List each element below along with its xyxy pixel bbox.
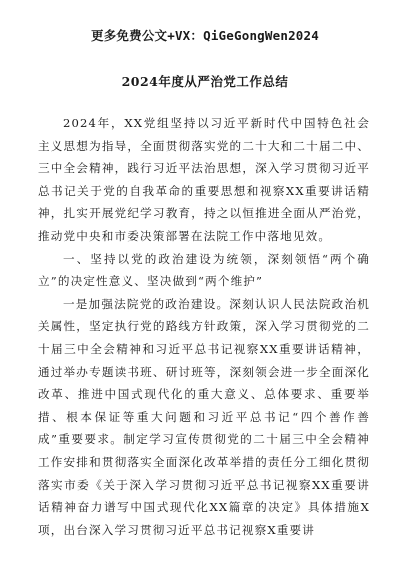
- body-paragraph: 2024年，XX党组坚持以习近平新时代中国特色社会主义思想为指导，全面贯彻落实党的二十大和二十届二中、三中全会精神，践行习近平法治思想，深入学习贯彻习近平总书记关于党的自我革命的重要思想和视察XX重要讲话精神，扎实开展党纪学习教育，持之以恒推进全面从严治党，推动党中央和市委决策部署在法院工作中落地见效。: [38, 116, 370, 243]
- body-paragraph: 一是加强法院党的政治建设。深刻认识人民法院政治机关属性，坚定执行党的路线方针政策，深入学习贯彻党的二十届三中全会精神和习近平总书记视察XX重要讲话精神，通过举办专题读书班、研讨班等，深刻领会进一步全面深化改革、推进中国式现代化的重大意义、总体要求、重要举措、根本保证等重大问题和习近平总书记“四个善作善成”重要要求。制定学习宣传贯彻党的二十届三中全会精神工作安排和贯彻落实全面深化改革举措的责任分工细化贯彻落实市委《关于深入学习贯彻习近平总书记视察XX重要讲话精神奋力谱写中国式现代化XX篇章的决定》具体措施X项，出台深入学习贯彻习近平总书记视察X重要讲: [38, 296, 370, 537]
- document-title: 2024年度从严治党工作总结: [121, 74, 289, 89]
- document-body: [38, 112, 370, 541]
- page-header: 更多免费公文+VX：QiGeGongWen2024: [91, 28, 319, 43]
- section-heading: 一、坚持以党的政治建设为统领，深刻领悟“两个确立”的决定性意义、坚决做到“两个维护”: [38, 251, 370, 289]
